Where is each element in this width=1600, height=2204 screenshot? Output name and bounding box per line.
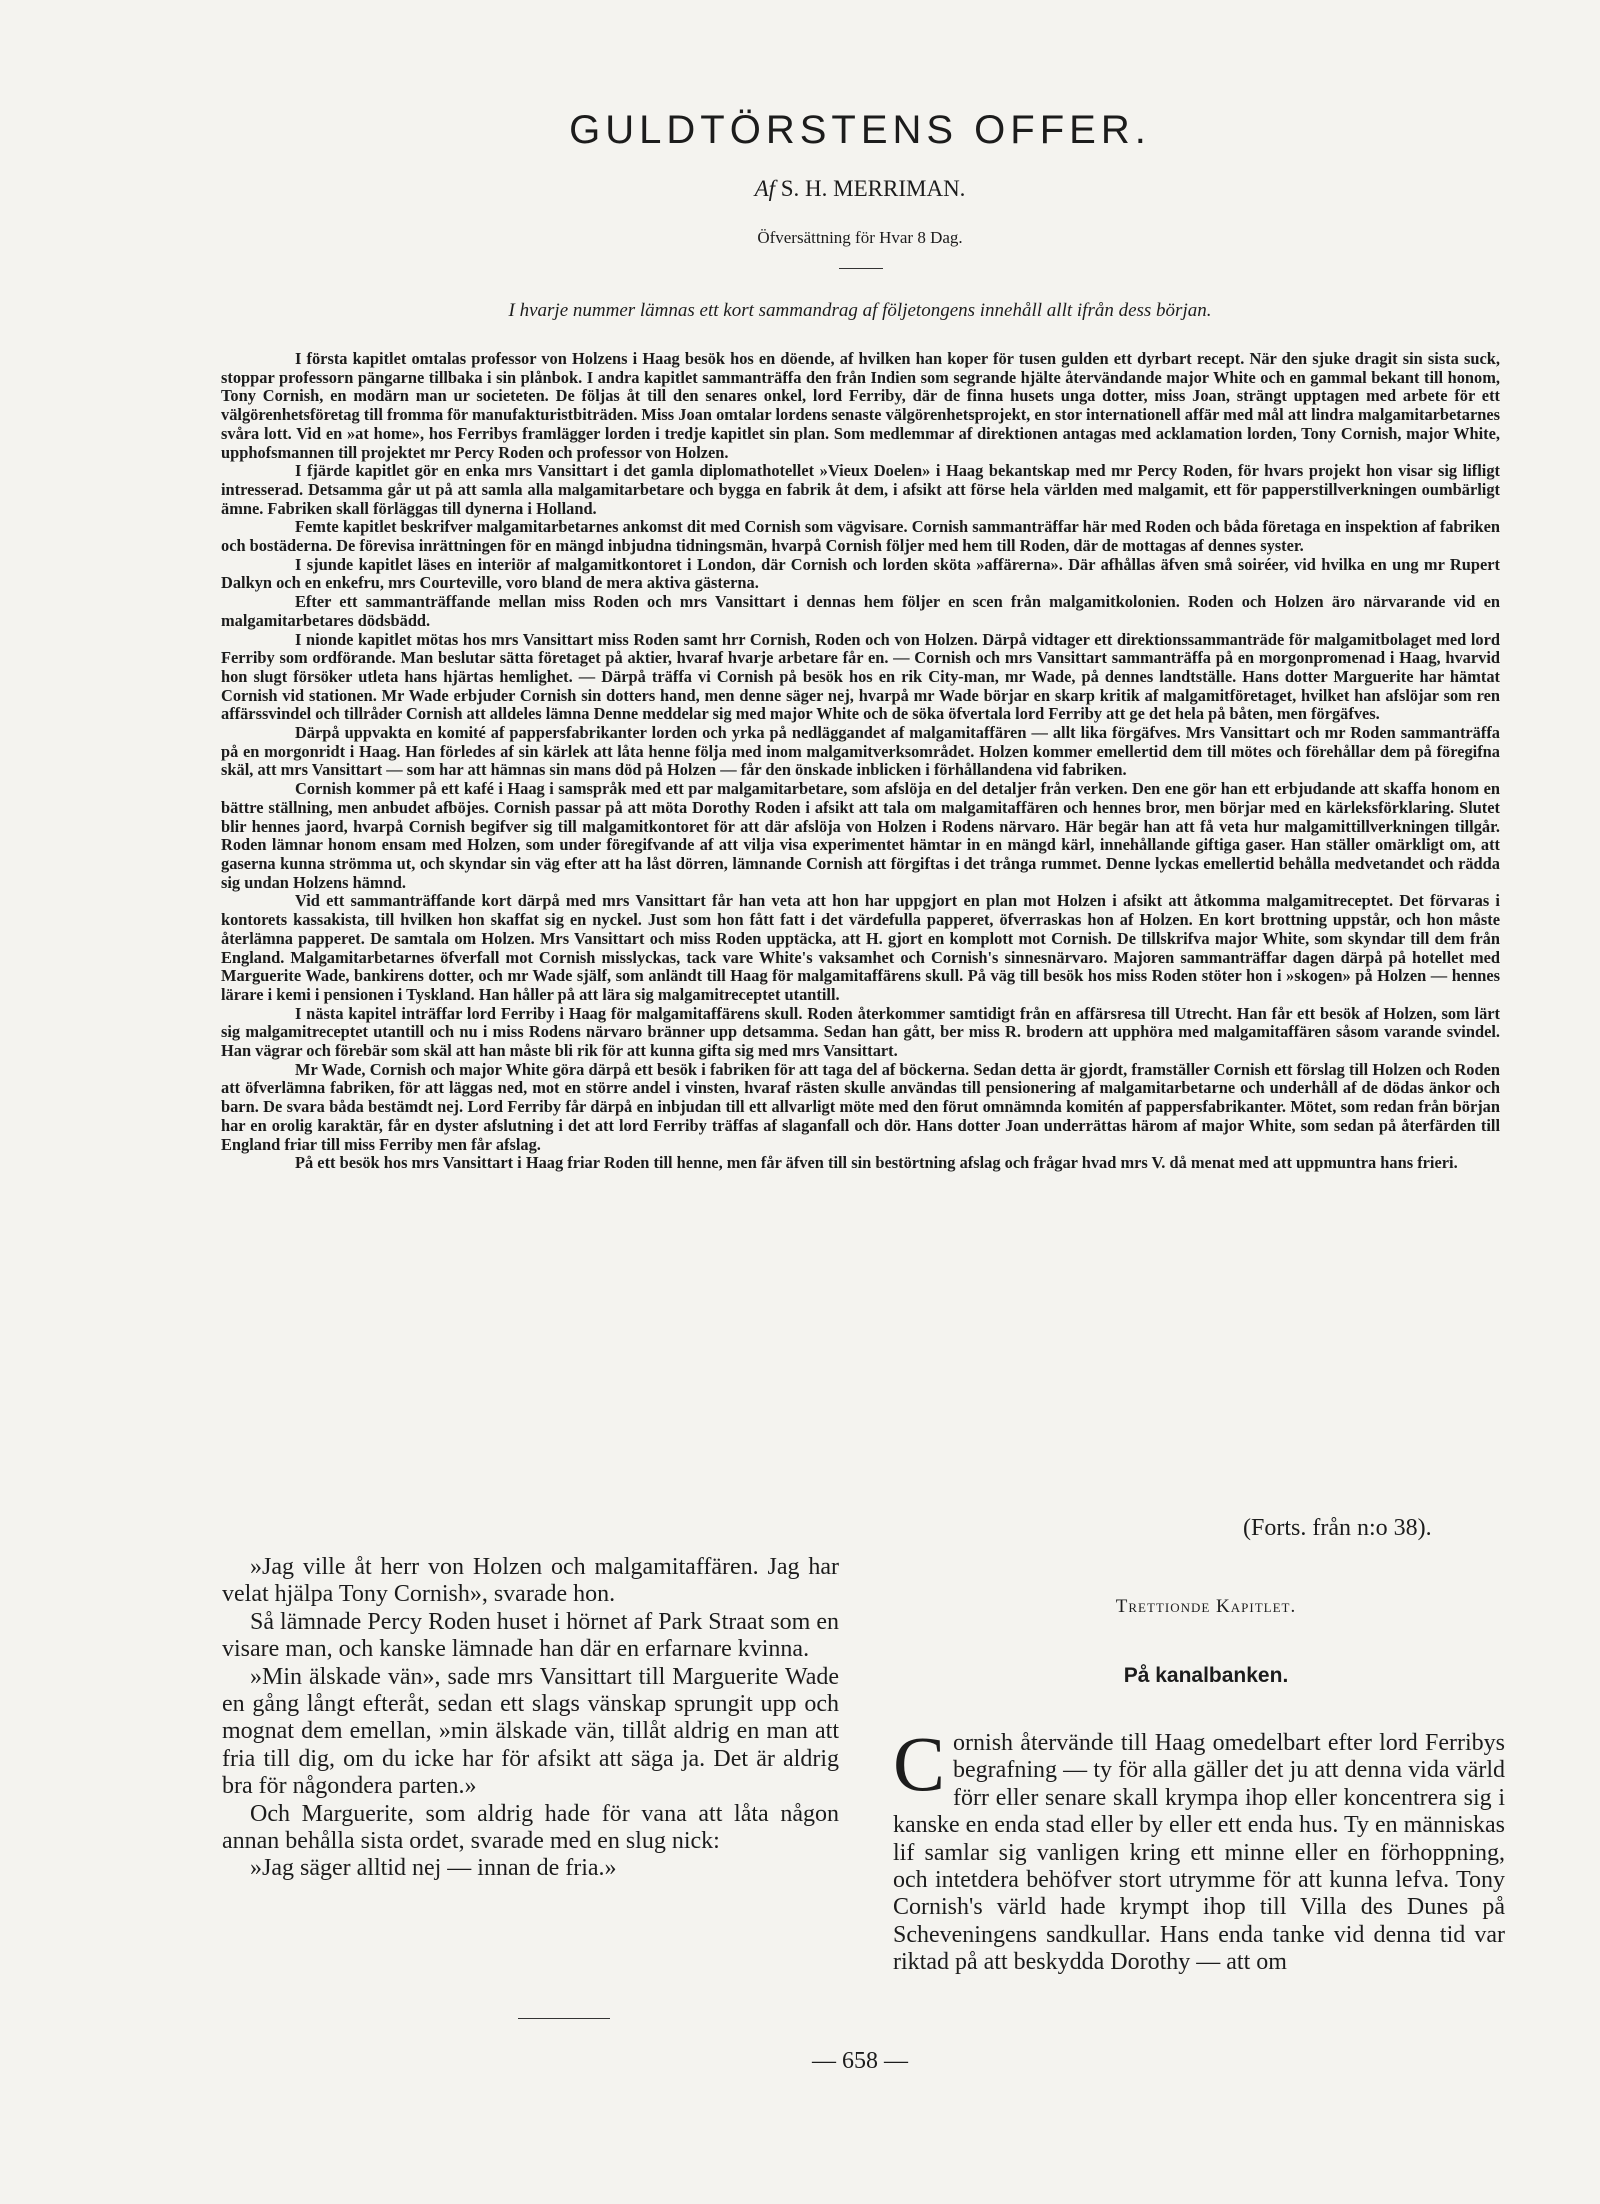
synopsis-paragraph: Vid ett sammanträffande kort därpå med mrs Vansittart får han veta att hon har uppgjort en plan mot Holzen i afsikt att åtkomma malgamitreceptet. Det förvaras i kontorets kassakista, till hvilken hon skaffat sig en nyckel. Just som hon fått fatt i det värdefulla papperet, öfverraskas hon af Holzen. En kort brottning uppstår, och hon måste återlämna papperet. De samtala om Holzen. Mrs Vansittart och miss Roden upptäcka, att H. gjort en komplott mot Cornish. De tillskrifva major White, som skyndar till dem från England. Malgamitarbetarnes öfverfall mot Cornish misslyckas, tack vare White's vaksamhet och Cornish's sinnesnärvaro. Majoren sammanträffar dagen därpå på hotellet med Marguerite Wade, bankirens dotter, och mr Wade själf, som anländt till Haag för malgamitaffärens skull. På väg till besök hos miss Roden stöter hon i »skogen» på Holzen — hennes lärare i kemi i pensionen i Tyskland. Han håller på att lära sig malgamitreceptet utantill. xyxy=(221,891,1500,1004)
synopsis-paragraph: På ett besök hos mrs Vansittart i Haag friar Roden till henne, men får äfven till sin bestörtning afslag och frågar hvad mrs V. då menat med att uppmuntra hans frieri. xyxy=(295,1153,1458,1173)
intro-note: I hvarje nummer lämnas ett kort sammandrag af följetongens innehåll allt ifrån dess början. xyxy=(508,300,1212,321)
synopsis-paragraph: I nästa kapitel inträffar lord Ferriby i Haag för malgamitaffärens skull. Roden återkommer samtidigt från en affärsresa till Utrecht. Han får ett besök af Holzen, som lärt sig malgamitreceptet utantill och nu i miss Rodens närvaro bränner upp detsamma. Sedan han gått, ber miss R. brodern att upphöra med malgamitaffären såsom varande svindel. Han vägrar och förebär som skäl att han måste bli rik för att kunna gifta sig med mrs Vansittart. xyxy=(221,1003,1500,1061)
body-paragraph xyxy=(893,1720,1505,1977)
author-line xyxy=(0,176,1600,202)
drop-cap: C xyxy=(893,1720,946,1807)
synopsis-paragraph: Femte kapitlet beskrifver malgamitarbetarnes ankomst dit med Cornish som vägvisare. Cornish sammanträffar här med Roden och båda företaga en inspektion af fabriken och bostäderna. De förevisa inrättningen för en mängd inbjudna tidningsmän, hvarpå Cornish följer med hem till Roden, där de mottagas af dennes syster. xyxy=(221,517,1500,556)
column-end-rule xyxy=(518,2018,610,2019)
synopsis-paragraph: I nionde kapitlet mötas hos mrs Vansittart miss Roden samt hrr Cornish, Roden och von Holzen. Därpå vidtager ett direktionssammanträde för malgamitbolaget med lord Ferriby som ordförande. Man beslutar sätta företaget på aktier, hvaraf hvarje arbetare får en. — Cornish och mrs Vansittart sammanträffa på en morgonpromenad i Haag, hvarvid hon slugt försöker utleta hans hjärtas hemlighet. — Därpå träffa vi Cornish på besök hos en rik City-man, mr Wade, på dennes landtställe. Hans dotter Marguerite har hämtat Cornish vid stationen. Mr Wade erbjuder Cornish sin dotters hand, men denne säger nej, hvarpå mr Wade börjar en skarp kritik af malgamitföretaget, hvilket han afslöjar som ren affärssvindel och tillråder Cornish att alldeles lämna Denne meddelar sig med major White och de söka öfvertala lord Ferriby att ge det hela på båten, men förgäfves. xyxy=(221,629,1500,724)
synopsis-paragraph: Cornish kommer på ett kafé i Haag i samspråk med ett par malgamitarbetare, som afslöja en del detaljer från verken. Den ene gör han ett erbjudande att skaffa honom en bättre ställning, men anbudet afböjes. Cornish passar på att möta Dorothy Roden i afsikt att tala om malgamitaffären och hennes bror, men börjar med en kärleksförklaring. Slutet blir hennes jaord, hvarpå Cornish begifver sig till malgamitkontoret för att där afslöja von Holzen i Rodens närvaro. Här begär han att få veta hur malgamittillverkningen tillgår. Roden lämnar honom ensam med Holzen, som under föregifvande af att vilja visa experimentet hämtar in en mängd kärl, innehållande giftiga gaser. Han ställer omärkligt om, att gaserna kunna strömma ut, och skyndar sin väg efter att ha låst dörren, lämnande Cornish att förgiftas i det trånga rummet. Denne lyckas emellertid behålla medvetandet och rädda sig undan Holzens hämnd. xyxy=(221,779,1500,892)
right-text-column xyxy=(893,1720,1505,1977)
continuation-note: (Forts. från n:o 38). xyxy=(1243,1515,1432,1541)
body-paragraph: »Jag ville åt herr von Holzen och malgamitaffären. Jag har velat hjälpa Tony Cornish», svarade hon. xyxy=(222,1554,839,1608)
author-name: S. H. MERRIMAN. xyxy=(780,176,966,201)
chapter-heading: Trettionde Kapitlet. xyxy=(1115,1596,1297,1617)
body-paragraph: Så lämnade Percy Roden huset i hörnet af Park Straat som en visare man, och kanske lämnade han där en erfarnare kvinna. xyxy=(222,1608,839,1663)
chapter-text: ornish återvände till Haag omedelbart efter lord Ferribys begrafning — ty för alla gäller det ju att denna vida värld förr eller senare skall krympa ihop eller koncentrera sig i kanske en enda stad eller by eller ett enda hus. Ty en människas lif samlar sig vanligen kring ett minne eller en förhoppning, och intetdera behöfver stort utrymme för att kunna lefva. Tony Cornish's värld hade krympt ihop till Villa des Dunes på Scheveningens sandkullar. Hans enda tanke vid denna tid var riktad på att beskydda Dorothy — att om xyxy=(893,1730,1505,1976)
synopsis-paragraph: I första kapitlet omtalas professor von Holzens i Haag besök hos en döende, af hvilken han koper för tusen gulden ett dyrbart recept. När den sjuke dragit sin sista suck, stoppar professorn pängarne tillbaka i sin plånbok. I andra kapitlet sammanträffa den från Indien som segrande hjälte återvändande major White och en gammal bekant till honom, Tony Cornish, en modärn man ur societeten. De följas åt till den senares onkel, lord Ferriby, där de finna husets unga dotter, miss Joan, strängt upptagen med arbete för ett välgörenhetsföretag till fromma för manufakturistbiträden. Miss Joan omtalar lordens senaste välgörenhetsprojekt, en stor internationell affär med mål att lindra malgamitarbetarnes svåra lott. Vid en »at home», hos Ferribys framlägger lorden i tredje kapitlet sin plan. Som medlemmar af direktionen antagas med acklamation lorden, Tony Cornish, major White, upphofsmannen till projektet mr Percy Roden och professor von Holzen. xyxy=(221,349,1500,462)
left-text-column xyxy=(222,1554,839,1883)
synopsis-paragraph: Mr Wade, Cornish och major White göra därpå ett besök i fabriken för att taga del af böckerna. Sedan detta är gjordt, framställer Cornish ett förslag till Holzen och Roden att öfverlämna fabriken, för att läggas ned, mot en större andel i vinsten, hvaraf rästen skulle användas till pensionering af malgamitarbetarne och underhåll af de dödas änkor och barn. De svara båda bestämdt nej. Lord Ferriby får därpå en inbjudan till ett allvarligt möte med den förut omnämnda komitén af pappersfabrikanter. Mötet, som redan från början har en orolig karaktär, får en dyster afslutning i det att lord Ferriby träffas af slaganfall och dör. Hans dotter Joan underrättas härom af major White, som sedan på återfärden till England friar till miss Ferriby men får afslag. xyxy=(221,1059,1500,1154)
body-paragraph: »Min älskade vän», sade mrs Vansittart till Marguerite Wade en gång långt efteråt, sedan ett slags vänskap sprungit upp och mognat dem emellan, »min älskade vän, tillåt aldrig en man att fria till dig, om du icke har för afsikt att säga ja. Det är aldrig bra för någondera parten.» xyxy=(222,1663,839,1800)
synopsis-paragraph: Efter ett sammanträffande mellan miss Roden och mrs Vansittart i dennas hem följer en scen från malgamitkolonien. Roden och Holzen äro närvarande vid en malgamitarbetares dödsbädd. xyxy=(221,592,1500,630)
synopsis-block xyxy=(221,350,1500,1173)
author-prefix: Af xyxy=(754,176,776,201)
synopsis-paragraph: I fjärde kapitlet gör en enka mrs Vansittart i det gamla diplomathotellet »Vieux Doelen» i Haag bekantskap med mr Percy Roden, för hvars projekt hon visar sig lifligt intresserad. Detsamma går ut på att samla alla malgamitarbetare och bygga en fabrik åt dem, i afsikt att förse hela världen med malgamit, ett för papperstillverkningen oumbärligt ämne. Fabriken skall förläggas till dynerna i Holland. xyxy=(221,461,1500,518)
chapter-title: På kanalbanken. xyxy=(1123,1664,1289,1687)
body-paragraph: »Jag säger alltid nej — innan de fria.» xyxy=(250,1855,617,1882)
translation-note: Öfversättning för Hvar 8 Dag. xyxy=(757,228,963,247)
synopsis-paragraph: I sjunde kapitlet läses en interiör af malgamitkontoret i London, där Cornish och lorden sköta »affärerna». Där afhållas äfven små soiréer, vid hvilka en ung mr Rupert Dalkyn och en enkefru, mrs Courteville, voro bland de mera aktiva gästerna. xyxy=(221,554,1500,593)
synopsis-paragraph: Därpå uppvakta en komité af pappersfabrikanter lorden och yrka på nedläggandet af malgamitaffären — allt lika förgäfves. Mrs Vansittart och mr Roden sammanträffa på en morgonridt i Haag. Han förledes af sin kärlek att låta henne följa med inom malgamitverksområdet. Holzen kommer emellertid dem till mötes och förehållar dem på föregifna skäl, att mrs Vansittart — som har att hämnas sin mans död på Holzen — får den önskade inblicken i förhållandena vid fabriken. xyxy=(221,723,1500,780)
header-divider xyxy=(839,268,883,269)
page-number: — 658 — xyxy=(812,2048,908,2074)
story-title: GULDTÖRSTENS OFFER. xyxy=(569,108,1151,152)
body-paragraph: Och Marguerite, som aldrig hade för vana att låta någon annan behålla sista ordet, svarade med en slug nick: xyxy=(222,1800,839,1855)
